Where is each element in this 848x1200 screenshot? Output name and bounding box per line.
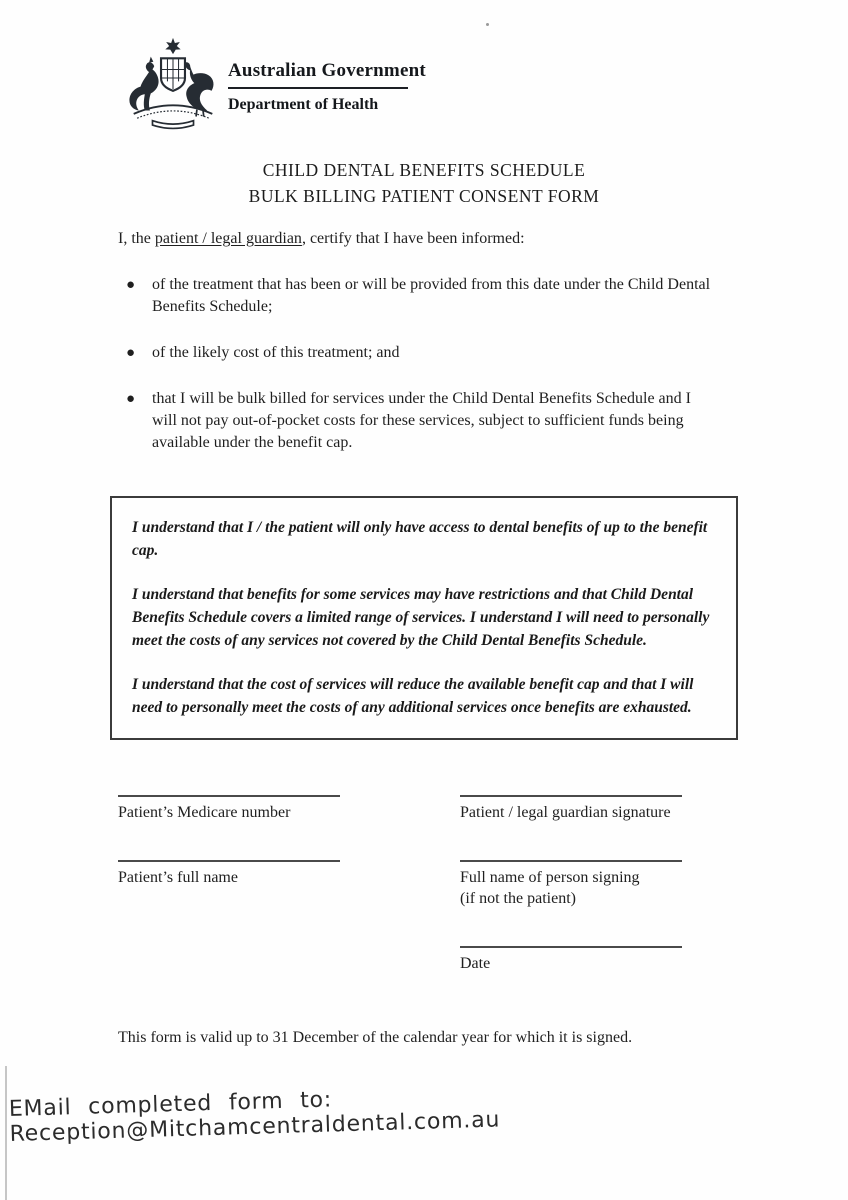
scan-edge-artifact: [5, 1066, 7, 1200]
list-item: [126, 388, 718, 454]
medicare-number-field: [118, 795, 340, 823]
department-title: Department of Health: [228, 96, 379, 113]
bullet-text: of the likely cost of this treatment; and: [152, 344, 400, 361]
person-signing-line: [460, 860, 682, 862]
bullet-text: of the treatment that has been or will be provided from this date under the Child Dental Benefits Schedule;: [152, 276, 711, 315]
bullet-icon: ●: [126, 277, 136, 293]
scan-speck-artifact: [486, 23, 489, 26]
bullet-icon: ●: [126, 391, 136, 407]
form-title-line1: CHILD DENTAL BENEFITS SCHEDULE: [262, 160, 586, 180]
bullet-text: that I will be bulk billed for services under the Child Dental Benefits Schedule and I will not pay out-of-pocket costs for these services, subject to sufficient funds being available under the benefit cap.: [152, 390, 691, 451]
medicare-number-label: Patient’s Medicare number: [118, 804, 291, 821]
declaration-paragraph: I understand that the cost of services will reduce the available benefit cap and that I will need to personally meet the costs of any additional services once benefits are exhausted.: [132, 676, 694, 716]
wordmark-divider: [228, 87, 408, 89]
intro-underlined-phrase: patient / legal guardian: [154, 230, 302, 247]
australian-coat-of-arms-icon: [121, 37, 225, 131]
patient-full-name-line: [118, 860, 340, 862]
intro-prefix: I, the: [118, 230, 155, 247]
guardian-signature-label: Patient / legal guardian signature: [460, 804, 671, 821]
person-signing-label-line2: (if not the patient): [460, 890, 576, 907]
medicare-number-line: [118, 795, 340, 797]
guardian-signature-line: [460, 795, 682, 797]
guardian-signature-field: [460, 795, 682, 823]
list-item: [126, 342, 718, 364]
declaration-paragraph: I understand that benefits for some services may have restrictions and that Child Dental Benefits Schedule covers a limited range of services. I understand I will need to personally meet the costs of any services not covered by the Child Dental Benefits Schedule.: [132, 586, 710, 649]
person-signing-label-line1: Full name of person signing: [460, 869, 640, 886]
form-title-line2: BULK BILLING PATIENT CONSENT FORM: [248, 186, 600, 206]
date-label: Date: [460, 955, 491, 972]
intro-sentence: [118, 230, 525, 248]
validity-note: This form is valid up to 31 December of the calendar year for which it is signed.: [118, 1029, 633, 1046]
patient-full-name-field: [118, 860, 340, 888]
declaration-box: [110, 496, 738, 740]
bullet-icon: ●: [126, 345, 136, 361]
date-line: [460, 946, 682, 948]
intro-suffix: , certify that I have been informed:: [301, 230, 525, 247]
date-field: [460, 946, 682, 974]
person-signing-field: [460, 860, 682, 909]
government-title: Australian Government: [228, 60, 426, 81]
declaration-paragraph: I understand that I / the patient will only have access to dental benefits of up to the benefit cap.: [132, 519, 708, 559]
handwritten-email-note: EMail completed form to: Reception@Mitchamcentraldental.com.au: [8, 1087, 501, 1147]
patient-full-name-label: Patient’s full name: [118, 869, 238, 886]
list-item: [126, 274, 718, 318]
form-title: [0, 157, 848, 209]
government-wordmark: [228, 60, 426, 114]
informed-bullet-list: [126, 274, 718, 478]
